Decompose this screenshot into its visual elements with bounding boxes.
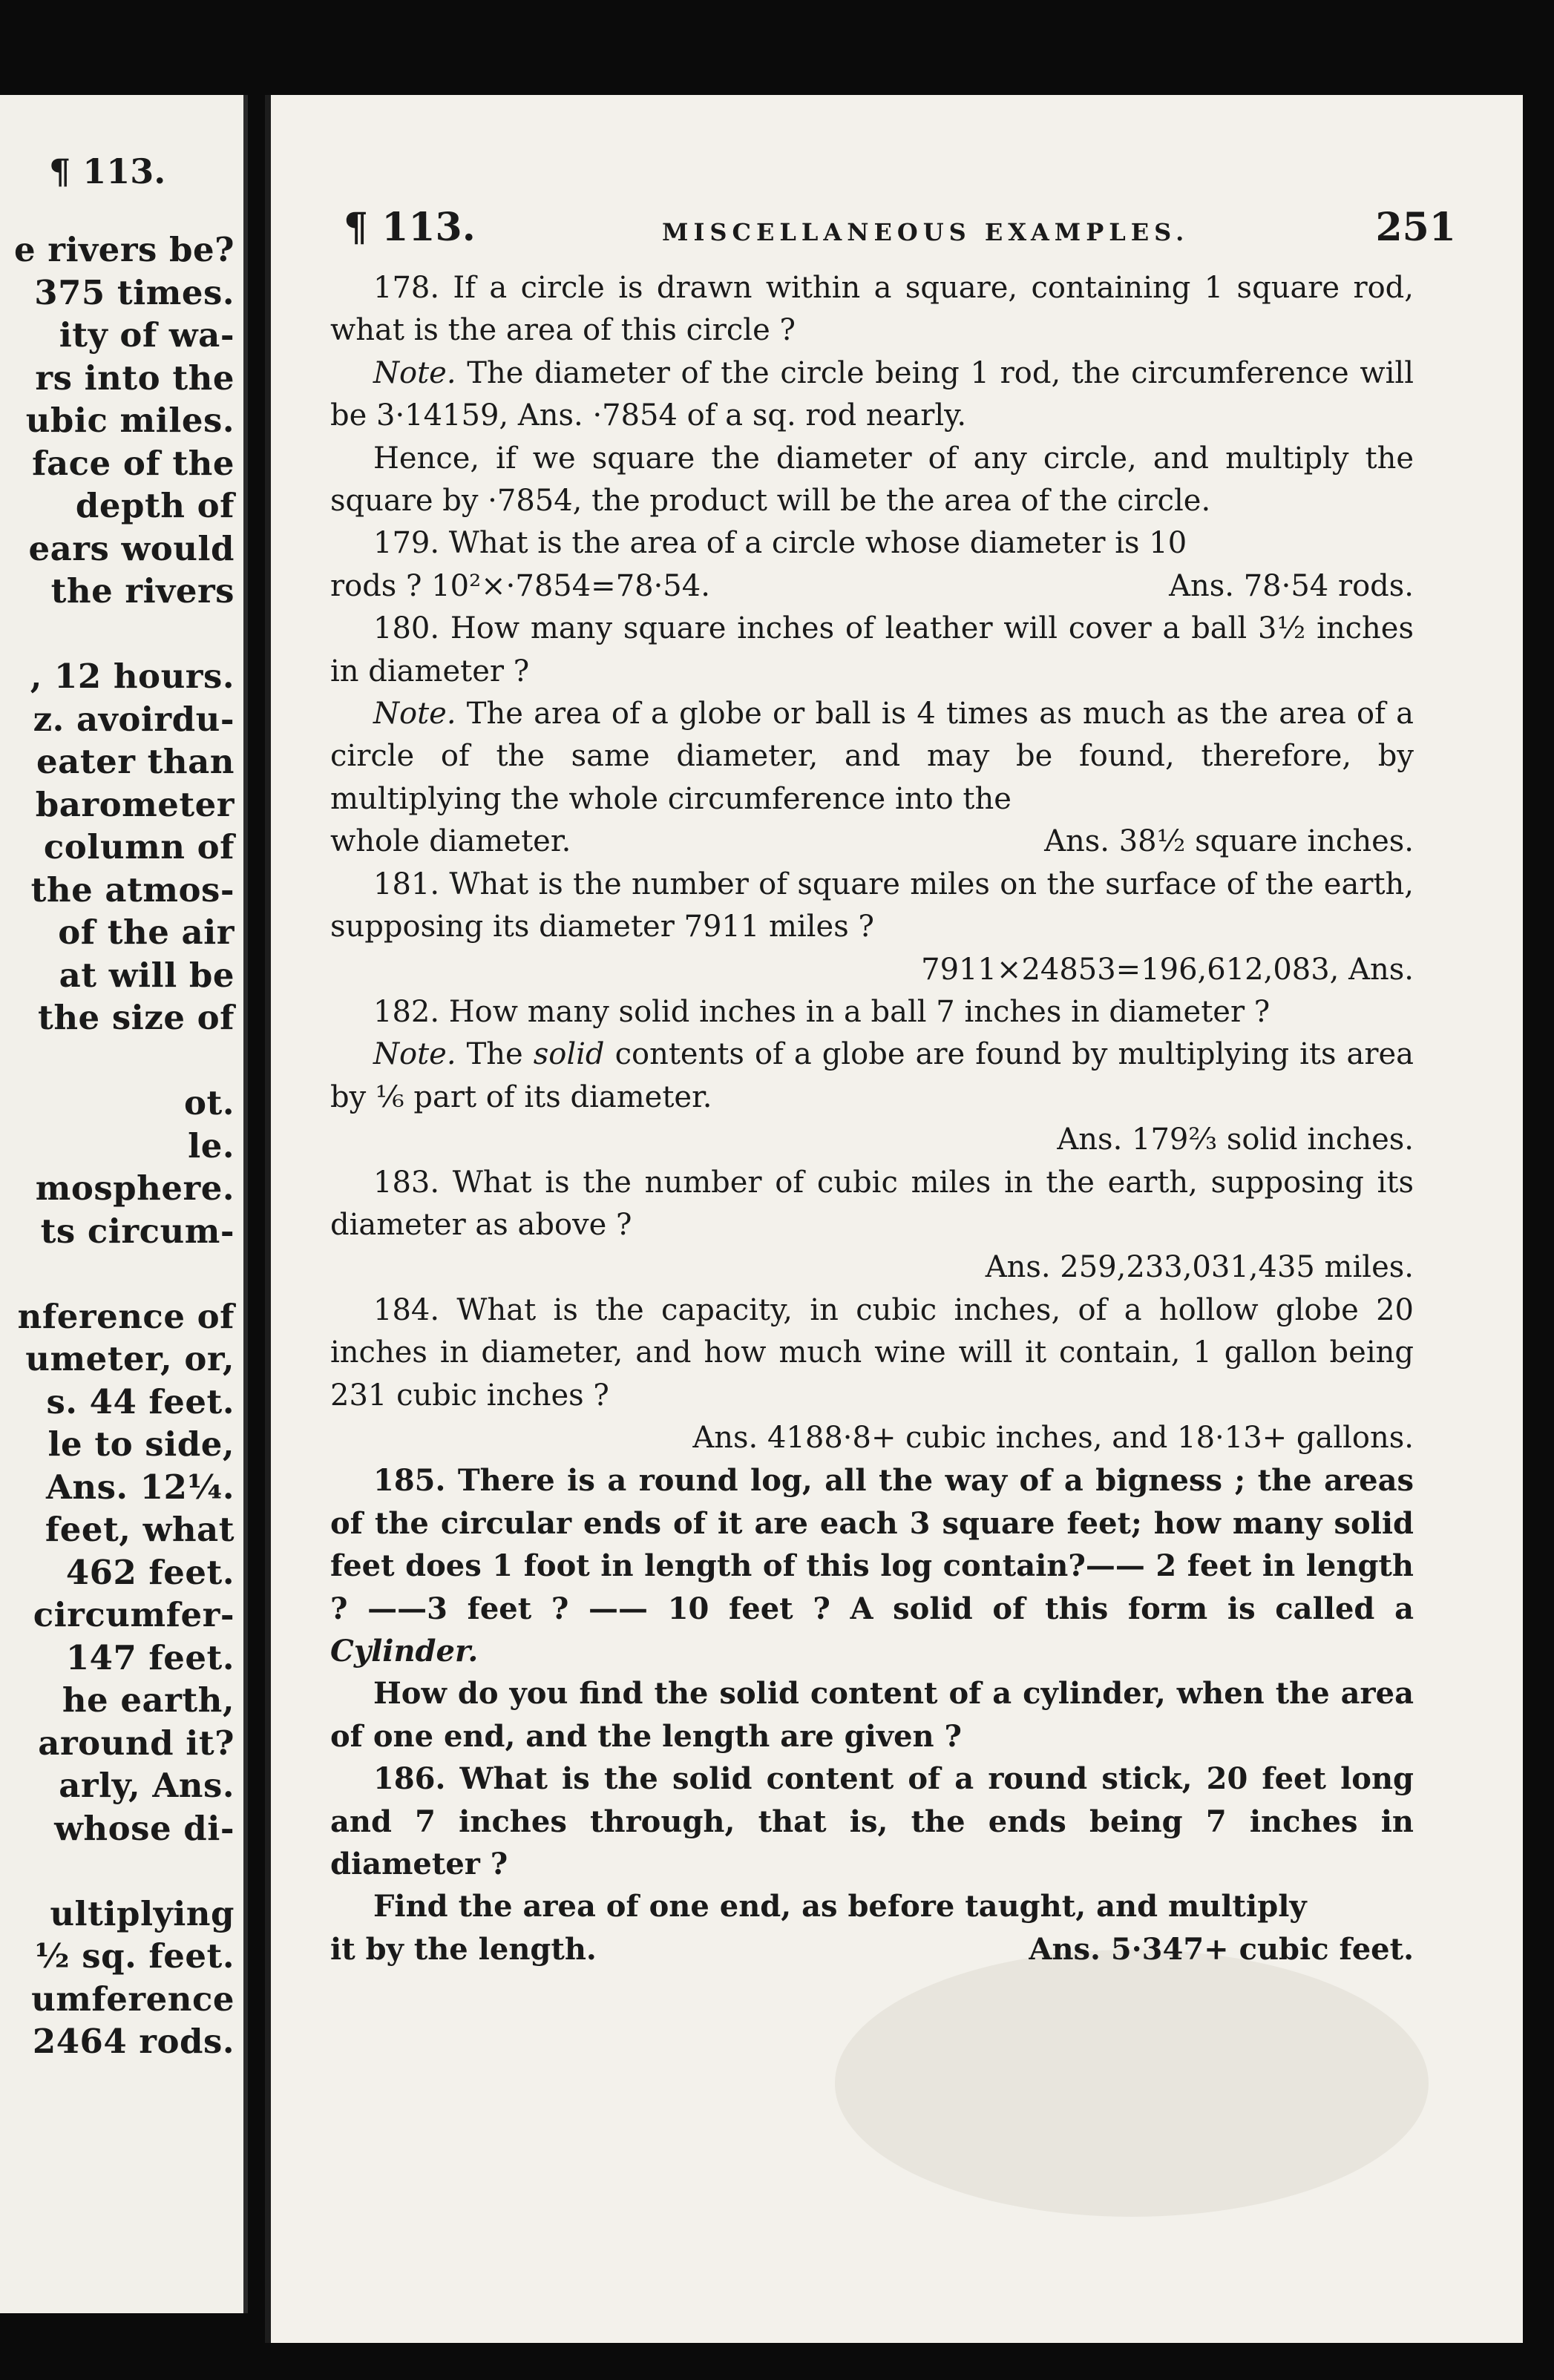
example-182: 182. How many solid inches in a ball 7 inches in diameter ? xyxy=(373,994,1271,1029)
left-page-line: he earth, xyxy=(62,1680,235,1720)
left-page-line: column of xyxy=(43,827,235,867)
left-page-line: 462 feet. xyxy=(65,1552,235,1592)
left-page-line: umeter, or, xyxy=(25,1339,235,1378)
page-stain xyxy=(835,1950,1429,2217)
example-183: 183. What is the number of cubic miles in the earth, supposing its diameter as above ? xyxy=(330,1165,1414,1242)
running-title: MISCELLANEOUS EXAMPLES. xyxy=(662,218,1190,246)
left-page-lines xyxy=(14,229,235,2063)
left-page-line xyxy=(14,1850,235,1893)
find-instruction-end xyxy=(330,1928,1414,1970)
left-page-line: Ans. 12¼. xyxy=(45,1467,235,1507)
left-page-line: rs into the xyxy=(35,358,235,398)
left-page-line: around it? xyxy=(38,1723,235,1763)
cylinder-question: How do you find the solid content of a cylinder, when the area of one end, and the length are given ? xyxy=(330,1676,1414,1754)
note-label: Note. xyxy=(373,697,456,732)
left-page-line: 2464 rods. xyxy=(32,2022,235,2061)
find-instruction: Find the area of one end, as before taught, and multiply xyxy=(373,1889,1307,1924)
left-page-line: circumfer- xyxy=(33,1595,235,1634)
left-page-line: of the air xyxy=(58,913,235,952)
hence-paragraph: Hence, if we square the diameter of any circle, and multiply the square by ·7854, the product will be the area of the circle. xyxy=(330,441,1414,519)
answer-182: Ans. 179⅔ solid inches. xyxy=(1057,1122,1414,1157)
page-header xyxy=(344,205,1456,249)
left-page-line: mosphere. xyxy=(35,1168,235,1208)
left-page-line: ity of wa- xyxy=(59,315,235,355)
example-185 xyxy=(330,1459,1414,1672)
left-page-line: ½ sq. feet. xyxy=(34,1936,235,1976)
left-page-line: z. avoirdu- xyxy=(33,699,235,739)
left-page-line: ot. xyxy=(184,1083,235,1122)
left-page-fragment xyxy=(0,95,248,2313)
left-page-line: at will be xyxy=(59,955,235,995)
left-page-header: ¶ 113. xyxy=(49,151,166,191)
left-page-line: face of the xyxy=(32,443,235,483)
left-page-line xyxy=(14,1252,235,1295)
example-179: 179. What is the area of a circle whose diameter is 10 xyxy=(373,526,1187,561)
example-179-calc: rods ? 10²×·7854=78·54. xyxy=(330,568,710,603)
example-181: 181. What is the number of square miles on the surface of the earth, supposing its diameter 7911 miles ? xyxy=(330,867,1414,944)
left-page-line: s. 44 feet. xyxy=(46,1381,235,1421)
answer-180: Ans. 38½ square inches. xyxy=(1044,824,1414,859)
solid-word: solid xyxy=(533,1037,605,1072)
find-instruction-last: it by the length. xyxy=(330,1931,597,1967)
left-page-line: the rivers xyxy=(50,571,235,611)
page-number: 251 xyxy=(1375,205,1456,250)
answer-181: 7911×24853=196,612,083, Ans. xyxy=(921,952,1414,987)
note-label: Note. xyxy=(373,355,456,390)
example-180: 180. How many square inches of leather will cover a ball 3½ inches in diameter ? xyxy=(330,611,1414,688)
left-page-line: e rivers be? xyxy=(13,230,235,269)
left-page-line: barometer xyxy=(35,784,235,824)
right-page xyxy=(265,95,1523,2343)
note-180-end xyxy=(330,821,1414,863)
left-page-line: depth of xyxy=(75,486,235,525)
answer-186: Ans. 5·347+ cubic feet. xyxy=(1029,1931,1414,1967)
note-label: Note. xyxy=(373,1037,456,1072)
note-178 xyxy=(330,352,1414,438)
note-180 xyxy=(330,693,1414,821)
left-page-line: ts circum- xyxy=(40,1211,235,1251)
page-body xyxy=(330,267,1414,1970)
example-179-line2 xyxy=(330,565,1414,608)
left-page-line: the atmos- xyxy=(30,870,235,910)
left-page-line: le. xyxy=(188,1125,235,1166)
example-186: 186. What is the solid content of a round stick, 20 feet long and 7 inches through, that is, the ends being 7 inches in diameter ? xyxy=(330,1761,1414,1882)
section-mark: ¶ 113. xyxy=(344,205,476,250)
left-page-line: umference xyxy=(31,1979,235,2019)
left-page-line: 375 times. xyxy=(34,272,235,312)
left-page-line xyxy=(14,1039,235,1082)
note-182-a: The xyxy=(456,1037,534,1072)
left-page-line: eater than xyxy=(36,742,235,781)
answer-179: Ans. 78·54 rods. xyxy=(1169,568,1414,603)
left-page-line: feet, what xyxy=(45,1510,235,1549)
left-page-line: 147 feet. xyxy=(65,1637,235,1677)
note-182 xyxy=(330,1033,1414,1119)
note-178-text: The diameter of the circle being 1 rod, the circumference will be 3·14159, Ans. ·7854 of a sq. rod nearly. xyxy=(330,355,1414,433)
left-page-line: ears would xyxy=(28,528,235,568)
answer-183: Ans. 259,233,031,435 miles. xyxy=(985,1250,1414,1285)
left-page-line: the size of xyxy=(38,998,235,1037)
cylinder-word: Cylinder. xyxy=(330,1634,479,1669)
note-180-text: The area of a globe or ball is 4 times as much as the area of a circle of the same diameter, and may be found, therefore, by multiplying the whole circumference into the xyxy=(330,697,1414,816)
left-page-line xyxy=(14,613,235,656)
note-180-last: whole diameter. xyxy=(330,824,571,859)
left-page-line: le to side, xyxy=(47,1424,235,1464)
example-178: 178. If a circle is drawn within a square, containing 1 square rod, what is the area of this circle ? xyxy=(330,271,1414,348)
left-page-line: , 12 hours. xyxy=(30,657,235,696)
left-page-line: ultiplying xyxy=(50,1893,235,1933)
left-page-line: nference of xyxy=(17,1296,235,1336)
left-page-line: ubic miles. xyxy=(25,401,235,440)
left-page-line: arly, Ans. xyxy=(59,1766,235,1805)
answer-184: Ans. 4188·8+ cubic inches, and 18·13+ gallons. xyxy=(692,1420,1414,1455)
left-page-line: whose di- xyxy=(54,1808,235,1848)
example-184: 184. What is the capacity, in cubic inches, of a hollow globe 20 inches in diameter, and how much wine will it contain, 1 gallon being 231 cubic inches ? xyxy=(330,1292,1414,1413)
example-185-text: 185. There is a round log, all the way of a bigness ; the areas of the circular ends of it are each 3 square feet; how many solid feet does 1 foot in length of this log contain?—— 2 feet in length ? ——3 feet ? —— 10 feet ? A solid of this form is called a xyxy=(330,1463,1414,1626)
note-182-b: contents of a globe are found by multiplying its area by ⅙ part of its diameter. xyxy=(330,1037,1414,1114)
